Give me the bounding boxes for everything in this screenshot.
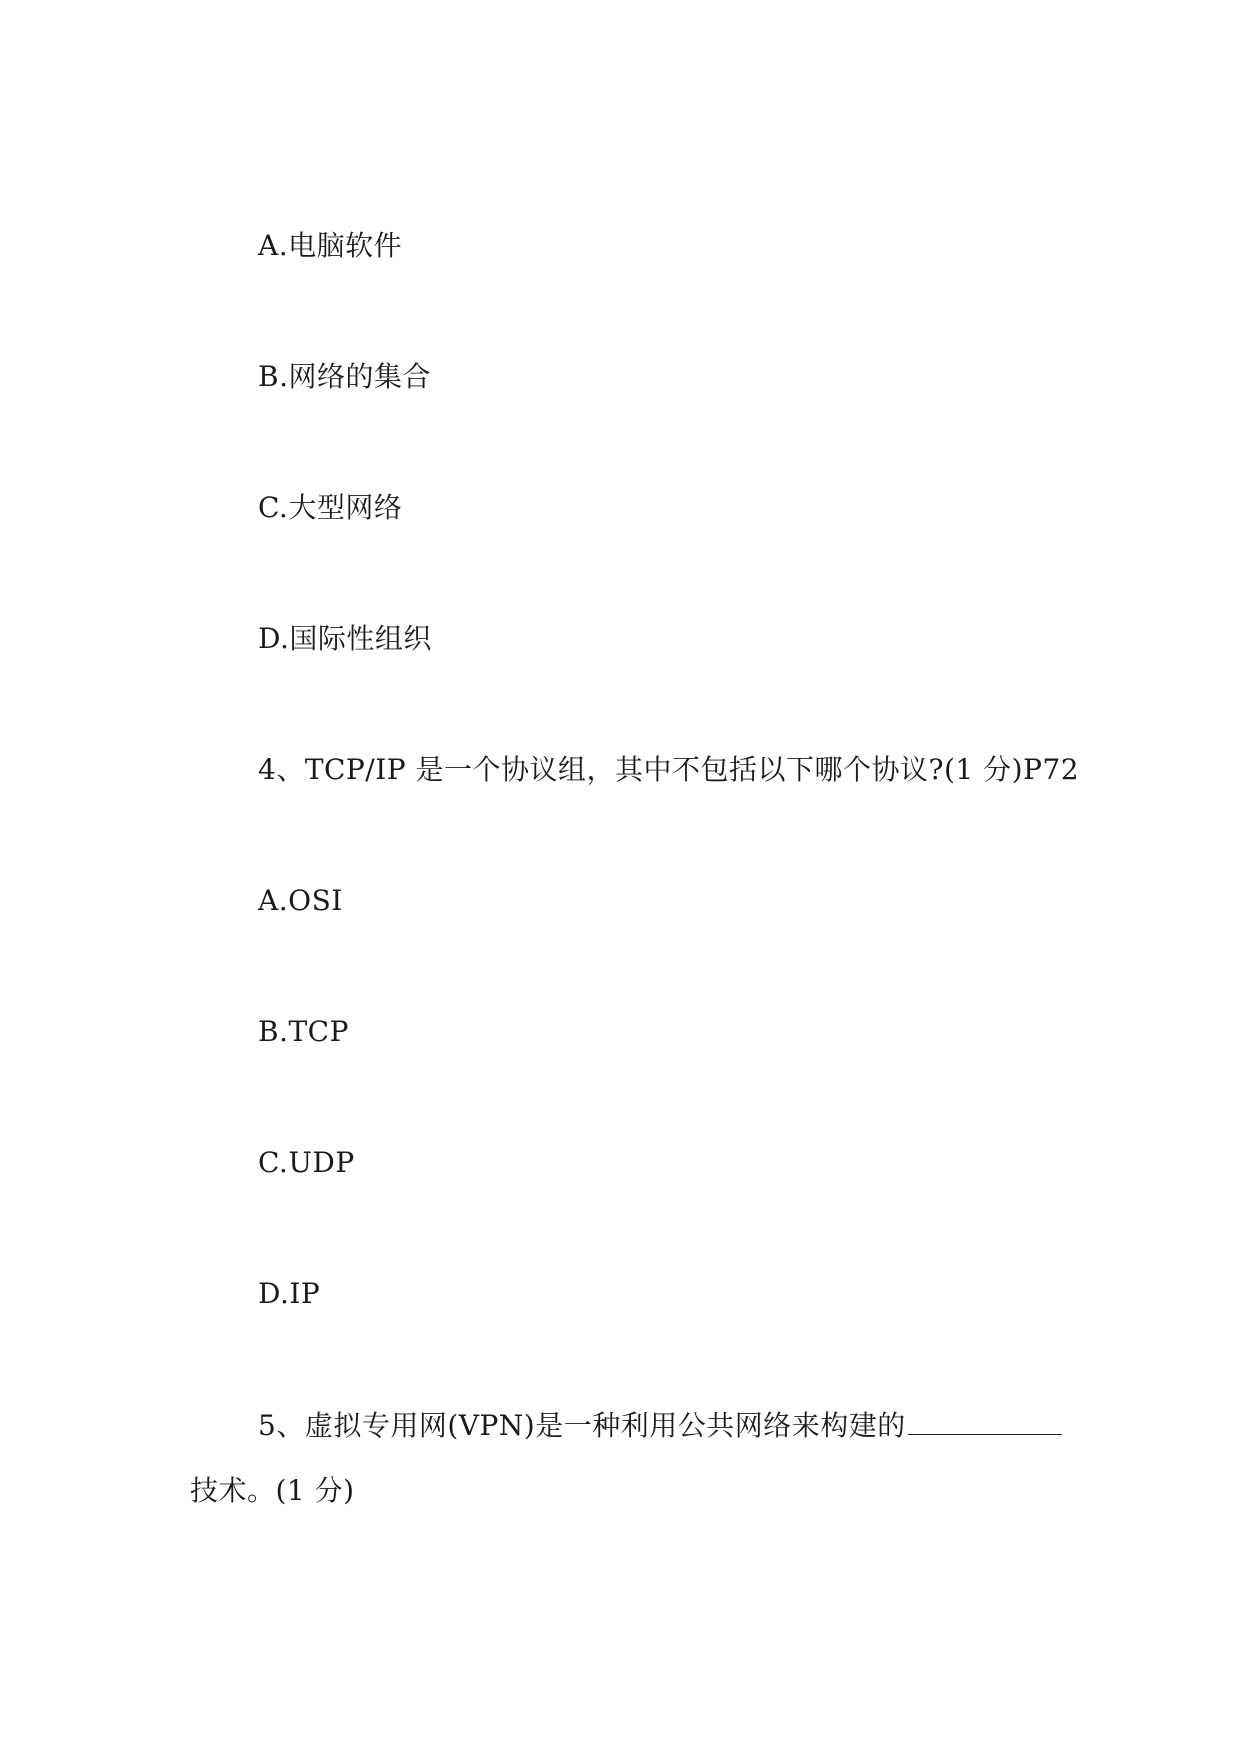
answer-blank (908, 1408, 1062, 1435)
q4-option-b: B.TCP (258, 1015, 349, 1048)
q4-option-c: C.UDP (258, 1146, 355, 1179)
q4-option-a: A.OSI (258, 884, 343, 917)
q3-option-d: D.国际性组织 (258, 622, 432, 655)
q3-option-c: C.大型网络 (258, 491, 403, 524)
q3-option-b: B.网络的集合 (258, 360, 431, 393)
q3-option-a: A.电脑软件 (258, 229, 403, 262)
q5-stem-line2: 技术。(1 分) (190, 1474, 355, 1507)
q5-stem-line1 (258, 1408, 1062, 1443)
q4-option-d: D.IP (258, 1277, 321, 1310)
q5-stem-text: 5、虚拟专用网(VPN)是一种利用公共网络来构建的 (258, 1409, 906, 1442)
q4-stem: 4、TCP/IP 是一个协议组，其中不包括以下哪个协议?(1 分)P72 (258, 753, 1080, 786)
